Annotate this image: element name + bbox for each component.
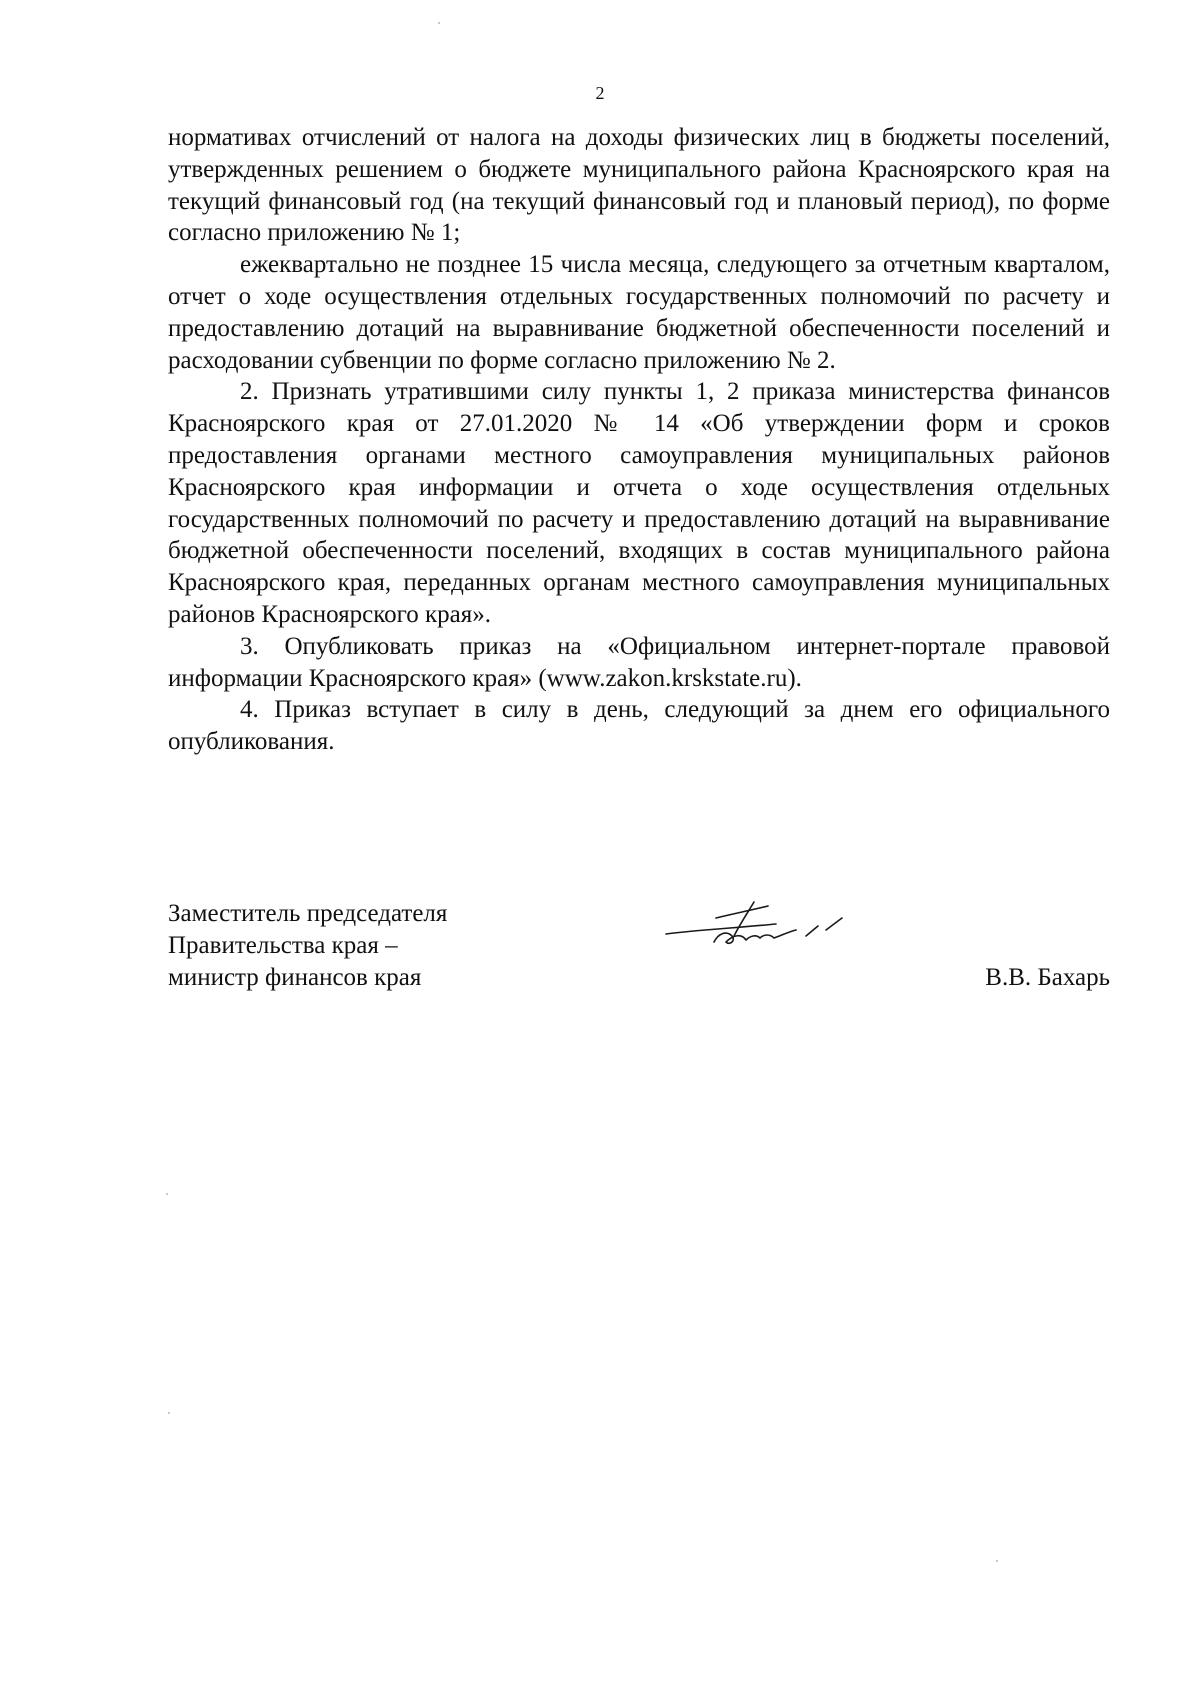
signer-name: В.В. Бахарь bbox=[985, 963, 1110, 991]
scan-speck bbox=[168, 1412, 170, 1414]
signature-block bbox=[168, 898, 1110, 1008]
page-number: 2 bbox=[595, 83, 605, 103]
paragraph-5: 4. Приказ вступает в силу в день, следующий за днем его официального опубликования. bbox=[168, 696, 1110, 756]
signer-position-line-2: Правительства края – bbox=[168, 931, 398, 959]
signer-position-line-3: министр финансов края bbox=[168, 963, 422, 991]
handwritten-signature bbox=[656, 890, 856, 960]
scan-speck bbox=[996, 1560, 998, 1562]
paragraph-4: 3. Опубликовать приказ на «Официальном интернет-портале правовой информации Красноярского края» (www.zakon.krskstate.ru). bbox=[168, 632, 1110, 692]
scan-speck bbox=[438, 22, 440, 24]
paragraph-2: ежеквартально не позднее 15 числа месяца, следующего за отчетным кварталом, отчет о ходе осуществления отдельных государственных полномочий по расчету и предоставлению дотаций на выравнивание бюджетной обеспеченности поселений и расходовании субвенции по форме согласно приложению № 2. bbox=[168, 251, 1110, 374]
signer-position-line-1: Заместитель председателя bbox=[168, 900, 448, 927]
signer-position bbox=[168, 898, 588, 993]
paragraph-3: 2. Признать утратившими силу пункты 1, 2 приказа министерства финансов Красноярского края от 27.01.2020 № 14 «Об утверждении форм и сроков предоставления органами местного самоуправления муниципальных районов Красноярского края информации и отчета о ходе осуществления отдельных государственных полномочий по расчету и предоставлению дотаций на выравнивание бюджетной обеспеченности поселений, входящих в состав муниципального района Красноярского края, переданных органам местного самоуправления муниципальных районов Красноярского края». bbox=[168, 378, 1110, 628]
scan-speck bbox=[166, 1193, 168, 1195]
document-body bbox=[168, 122, 1110, 758]
paragraph-1: нормативах отчислений от налога на доходы физических лиц в бюджеты поселений, утвержденных решением о бюджете муниципального района Красноярского края на текущий финансовый год (на текущий финансовый год и плановый период), по форме согласно приложению № 1; bbox=[168, 124, 1110, 247]
